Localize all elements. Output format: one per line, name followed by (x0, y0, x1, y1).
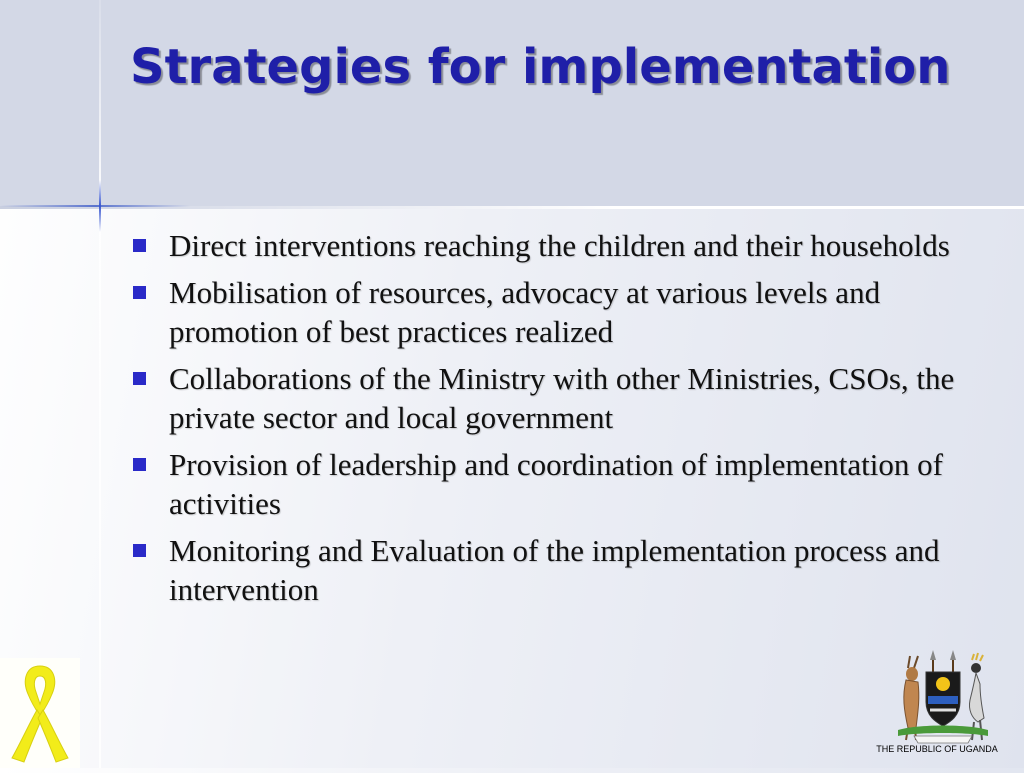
bullet-text: Collaborations of the Ministry with other Ministries, CSOs, the private sector and local government (169, 361, 955, 435)
square-bullet-icon (133, 544, 146, 557)
bullet-text: Direct interventions reaching the children and their households (169, 228, 950, 263)
coat-of-arms-icon (888, 648, 998, 748)
bullet-text: Mobilisation of resources, advocacy at various levels and promotion of best practices realized (169, 275, 881, 349)
slide-title: Strategies for implementation (130, 39, 951, 95)
bullet-item (130, 273, 970, 351)
bullet-item (130, 445, 970, 523)
vertical-accent-line (99, 0, 101, 768)
square-bullet-icon (133, 239, 146, 252)
square-bullet-icon (133, 458, 146, 471)
awareness-ribbon-logo (0, 658, 80, 768)
coat-of-arms-emblem (888, 648, 998, 748)
bullet-item (130, 359, 970, 437)
header-band (0, 0, 1024, 206)
bullet-item (130, 226, 970, 265)
horizontal-accent-line (0, 205, 190, 207)
bullet-list (130, 226, 970, 617)
bullet-text: Provision of leadership and coordination of implementation of activities (169, 447, 943, 521)
bullet-item (130, 531, 970, 609)
square-bullet-icon (133, 372, 146, 385)
square-bullet-icon (133, 286, 146, 299)
yellow-ribbon-icon (0, 658, 80, 768)
emblem-caption: THE REPUBLIC OF UGANDA (876, 744, 998, 754)
accent-sparkle (99, 180, 101, 232)
bullet-text: Monitoring and Evaluation of the implementation process and intervention (169, 533, 940, 607)
